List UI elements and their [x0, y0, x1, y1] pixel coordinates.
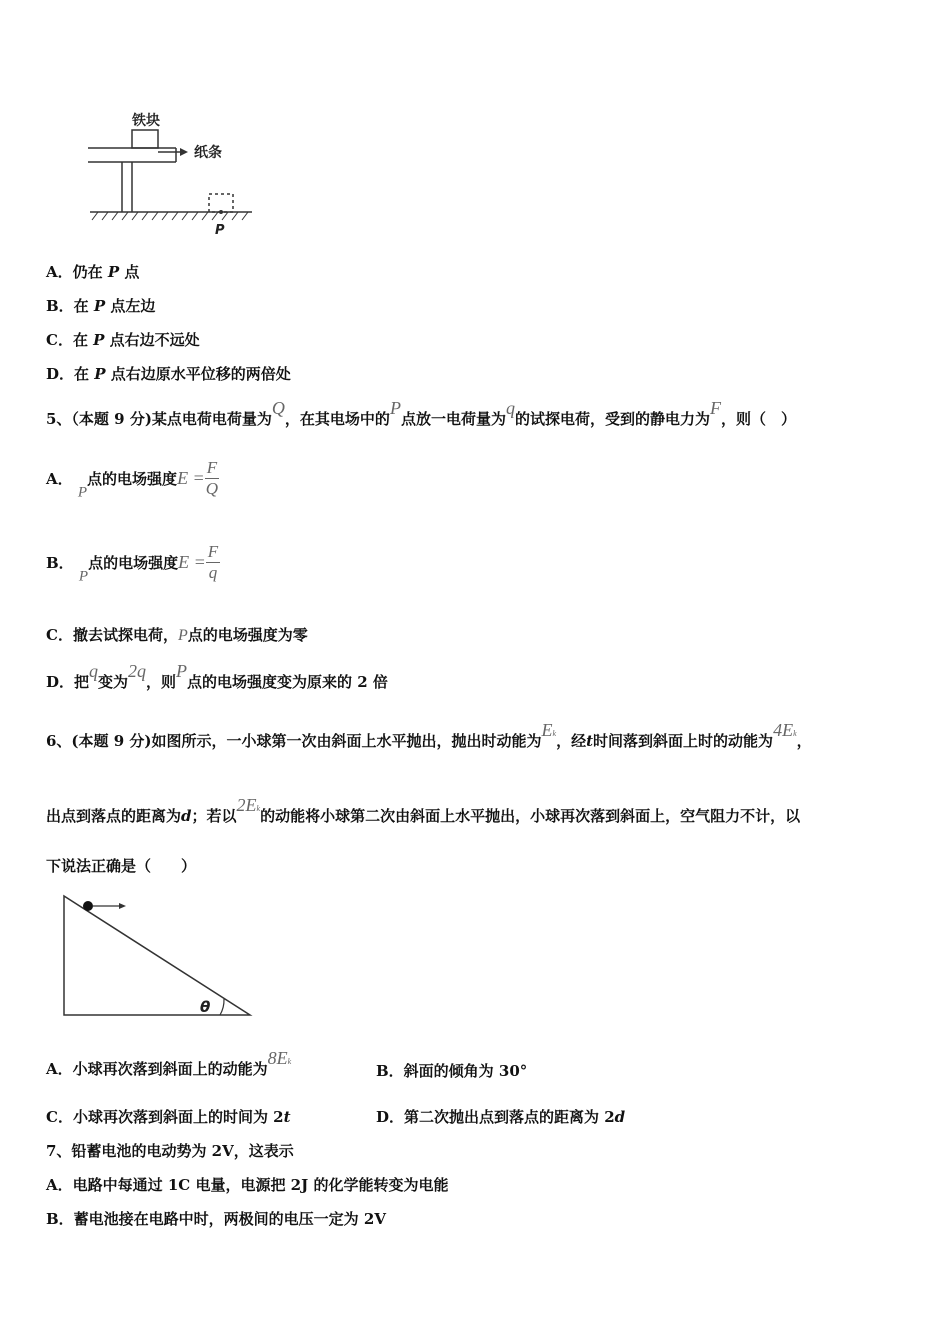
q6-option-b: B．斜面的倾角为 30°: [376, 1062, 528, 1080]
iron-block: [132, 130, 158, 148]
q6-stem-line3: 下说法正确是（ ）: [46, 857, 197, 875]
paper-label: 纸条: [194, 145, 222, 161]
point-p-label: P: [215, 223, 225, 238]
q7-option-b: B．蓄电池接在电路中时，两极间的电压一定为 2V: [46, 1210, 386, 1228]
q4-option-b: B．在 P 点左边: [46, 297, 156, 315]
formula-f-over-Q: $\frac{F}{Q}$: [205, 458, 219, 498]
q6-stem-line1: 6、(本题 9 分)如图所示，一小球第一次由斜面上水平抛出，抛出时动能为Ek，经t时间落到斜面上时的动能为4Ek，: [46, 720, 812, 750]
q6-option-d: D．第二次抛出点到落点的距离为 2d: [376, 1108, 626, 1126]
q5-option-b: B． P点的电场强度E = $\frac{F}{q}$: [46, 542, 219, 585]
q6-option-c: C．小球再次落到斜面上的时间为 2t: [46, 1108, 291, 1126]
incline-triangle: [64, 896, 250, 1015]
incline-figure: [58, 892, 258, 1022]
q4-option-c: C．在 P 点右边不远处: [46, 331, 200, 349]
iron-block-figure: [84, 108, 264, 240]
q4-option-d: D．在 P 点右边原水平位移的两倍处: [46, 365, 291, 383]
q7-option-a: A．电路中每通过 1C 电量，电源把 2J 的化学能转变为电能: [46, 1176, 449, 1194]
block-label: 铁块: [132, 113, 160, 129]
landing-position: [209, 194, 233, 212]
theta-label: θ: [200, 998, 211, 1016]
q5-option-c: C．撤去试探电荷，P点的电场强度为零: [46, 626, 308, 644]
q4-option-a: A．仍在 P 点: [46, 263, 140, 281]
q6-stem-line2: 出点到落点的距离为d；若以2Ek的动能将小球第二次由斜面上水平抛出，小球再次落到斜面上，空气阻力不计，以: [46, 795, 801, 825]
formula-f-over-q: $\frac{F}{q}$: [207, 542, 219, 582]
q7-stem: 7、铅蓄电池的电动势为 2V，这表示: [46, 1142, 294, 1160]
q5-stem: 5、（本题 9 分)某点电荷电荷量为Q，在其电场中的P点放一电荷量为q的试探电荷，受到的静电力为F，则（ ）: [46, 398, 796, 428]
q6-option-a: A．小球再次落到斜面上的动能为8Ek: [46, 1048, 292, 1078]
ball: [83, 901, 93, 911]
q5-option-d: D．把q变为2q，则P点的电场强度变为原来的 2 倍: [46, 661, 388, 691]
q5-option-a: A． P点的电场强度E = $\frac{F}{Q}$: [46, 458, 219, 501]
